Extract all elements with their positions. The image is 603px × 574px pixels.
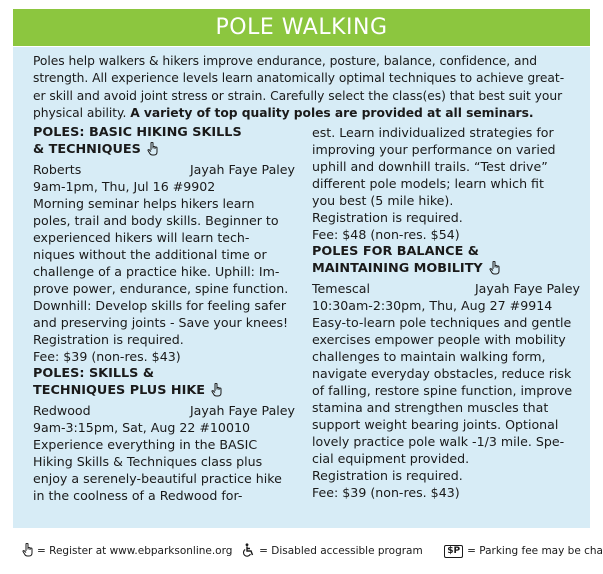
- class-title: [33, 382, 295, 402]
- description-line: you best (5 mile hike).: [312, 193, 454, 208]
- description-line: niques without the additional time or: [33, 247, 267, 262]
- description-line: challenges to maintain walking form,: [312, 349, 546, 364]
- registration-note: Registration is required.: [312, 210, 463, 225]
- description-line: poles, trail and body skills. Beginner to: [33, 213, 279, 228]
- class-location: Roberts: [33, 162, 82, 177]
- intro-line: strength. All experience levels learn anatomically optimal techniques to achieve great-: [33, 71, 565, 86]
- section-title-text: POLE WALKING: [215, 15, 388, 40]
- description-line: Downhill: Develop skills for feeling safer: [33, 298, 287, 313]
- panel-bottom-strip: [13, 519, 590, 528]
- description-line: support weight bearing joints. Optional: [312, 417, 559, 432]
- class-meta: [33, 161, 295, 178]
- description-line: experienced hikers will learn tech-: [33, 230, 250, 245]
- description-line: cial equipment provided.: [312, 451, 470, 466]
- class-instructor: Jayah Faye Paley: [189, 162, 295, 177]
- class-title: POLES: SKILLS &: [33, 366, 154, 381]
- description-line: Morning seminar helps hikers learn: [33, 196, 255, 211]
- description-line: est. Learn individualized strategies for: [312, 125, 554, 140]
- intro-paragraph: [33, 53, 578, 123]
- class-schedule: 10:30am-2:30pm, Thu, Aug 27 #9914: [312, 298, 553, 313]
- description-line: Easy-to-learn pole techniques and gentle: [312, 315, 572, 330]
- class-fee: Fee: $48 (non-res. $54): [312, 227, 460, 242]
- legend-register: [22, 543, 242, 560]
- intro-last-line: physical ability.: [33, 106, 127, 121]
- intro-line: [33, 105, 578, 122]
- class-schedule: 9am-1pm, Thu, Jul 16 #9902: [33, 179, 216, 194]
- description-line: uphill and downhill trails. “Test drive”: [312, 159, 548, 174]
- legend-parking: [444, 545, 603, 558]
- hand-pointer-icon[interactable]: [211, 383, 222, 402]
- class-meta: [33, 402, 295, 419]
- legend-accessible: [242, 543, 444, 560]
- class-title: [312, 260, 580, 280]
- class-fee: Fee: $39 (non-res. $43): [312, 485, 460, 500]
- description-line: different pole models; learn which fit: [312, 176, 544, 191]
- class-instructor: Jayah Faye Paley: [189, 403, 295, 418]
- description-line: of falling, restore spine function, improve: [312, 383, 573, 398]
- parking-fee-icon: $P: [444, 545, 463, 558]
- description-line: Hiking Skills & Techniques class plus: [33, 454, 263, 469]
- class-location: Redwood: [33, 403, 91, 418]
- hand-pointer-icon[interactable]: [147, 142, 158, 161]
- class-title: [33, 141, 295, 161]
- legend-parking-text: = Parking fee may be cha: [467, 545, 603, 557]
- hand-pointer-icon[interactable]: [489, 261, 500, 280]
- class-title: POLES: BASIC HIKING SKILLS: [33, 125, 242, 140]
- class-title: POLES FOR BALANCE &: [312, 244, 479, 259]
- description-line: in the coolness of a Redwood for-: [33, 488, 243, 503]
- description-line: exercises empower people with mobility: [312, 332, 566, 347]
- registration-note: Registration is required.: [312, 468, 463, 483]
- class-title-line: TECHNIQUES PLUS HIKE: [33, 383, 205, 398]
- pole-walking-panel: [13, 9, 590, 519]
- class-title-line: & TECHNIQUES: [33, 142, 141, 157]
- left-column: [33, 124, 295, 504]
- class-location: Temescal: [312, 281, 371, 296]
- class-meta: [312, 280, 580, 297]
- class-instructor: Jayah Faye Paley: [474, 281, 580, 296]
- class-title-line: MAINTAINING MOBILITY: [312, 261, 483, 276]
- description-line: Experience everything in the BASIC: [33, 437, 258, 452]
- description-line: navigate everyday obstacles, reduce risk: [312, 366, 572, 381]
- description-line: lovely practice pole walk -1/3 mile. Spe-: [312, 434, 565, 449]
- hand-pointer-icon: [22, 543, 33, 560]
- right-column: [312, 124, 580, 501]
- wheelchair-icon: [242, 543, 255, 560]
- intro-emphasis: A variety of top quality poles are provided at all seminars.: [130, 106, 534, 121]
- registration-note: Registration is required.: [33, 332, 184, 347]
- legend-register-text: = Register at www.ebparksonline.org: [37, 545, 233, 557]
- description-line: challenge of a practice hike. Uphill: Im-: [33, 264, 280, 279]
- description-line: enjoy a serenely-beautiful practice hike: [33, 471, 282, 486]
- intro-line: Poles help walkers & hikers improve endurance, posture, balance, confidence, and: [33, 54, 538, 68]
- legend-accessible-text: = Disabled accessible program: [259, 545, 423, 557]
- description-line: stamina and strengthen muscles that: [312, 400, 549, 415]
- description-line: improving your performance on varied: [312, 142, 556, 157]
- description-line: and preserving joints - Save your knees!: [33, 315, 289, 330]
- section-title: [13, 9, 590, 47]
- class-fee: Fee: $39 (non-res. $43): [33, 349, 181, 364]
- class-schedule: 9am-3:15pm, Sat, Aug 22 #10010: [33, 420, 250, 435]
- description-line: prove power, endurance, spine function.: [33, 281, 289, 296]
- legend: [22, 539, 603, 563]
- intro-line: er skill and avoid joint stress or strain. Carefully select the class(es) that best suit your: [33, 88, 563, 103]
